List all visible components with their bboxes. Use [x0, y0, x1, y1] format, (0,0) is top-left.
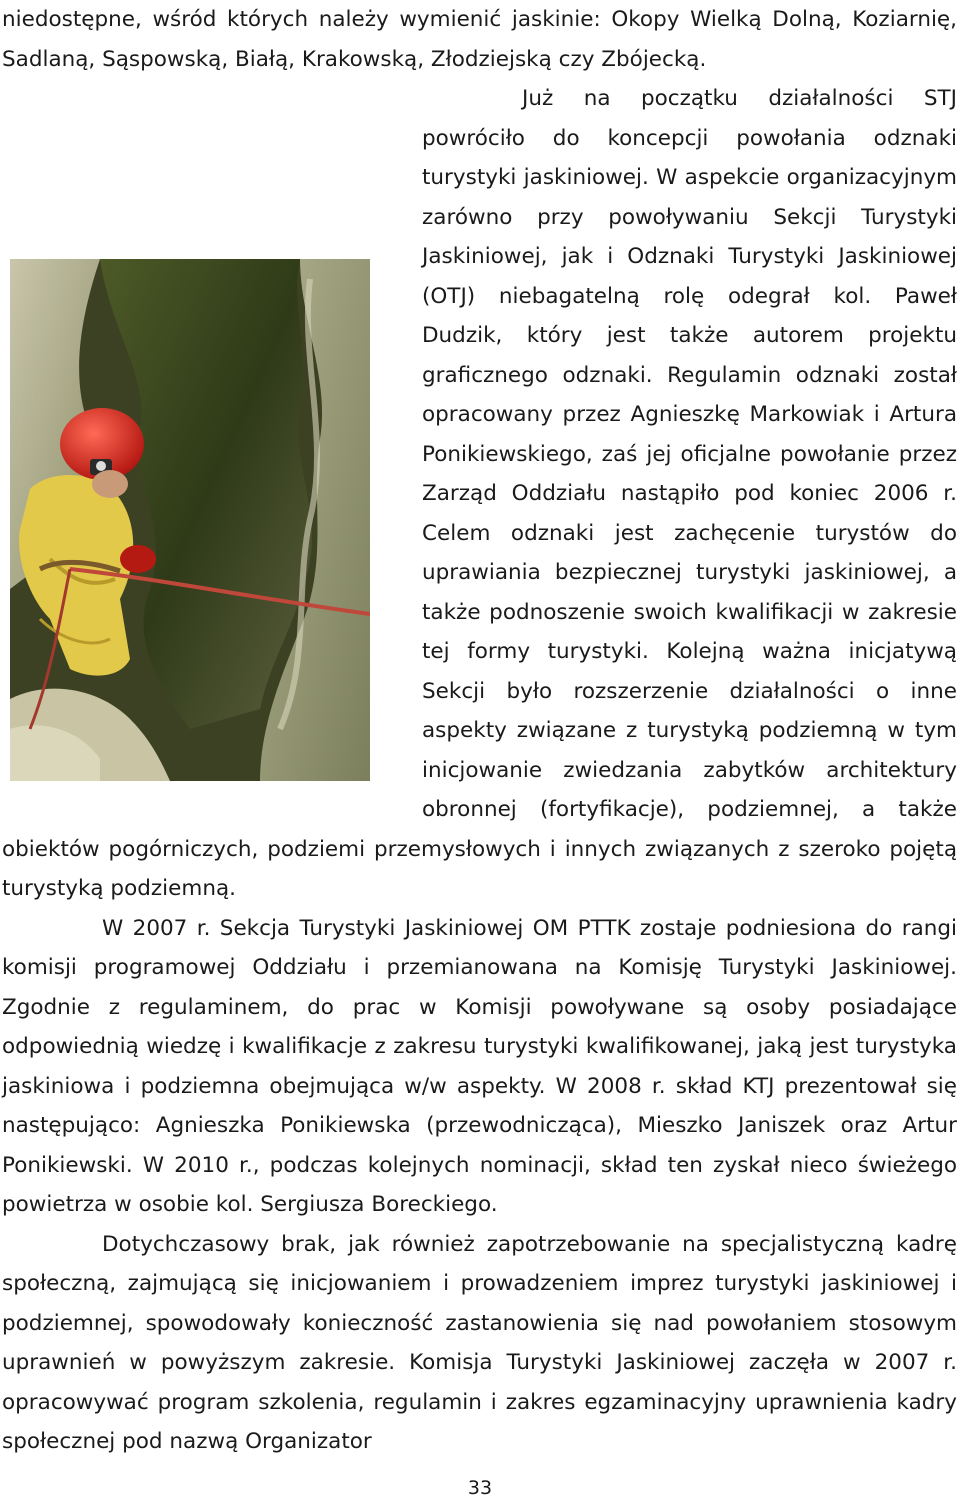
caver-in-cave-illustration — [10, 259, 370, 781]
paragraph-4: Dotychczasowy brak, jak również zapotrzebowanie na specjalistyczną kadrę społeczną, zajmującą się inicjowaniem i prowadzeniem imprez turystyki jaskiniowej i podziemnej, spowodowały konieczność zastanowienia się nad powołaniem stosowym uprawnień w powyższym zakresie. Komisja Turystyki Jaskiniowej zaczęła w 2007 r. opracowywać program szkolenia, regulamin i zakres egzaminacyjny uprawnienia kadry społecznej pod nazwą Organizator — [2, 1231, 957, 1454]
caver-photo — [0, 259, 412, 797]
page-number: 33 — [467, 1477, 493, 1499]
body-text — [2, 0, 957, 1462]
paragraph-3: W 2007 r. Sekcja Turystyki Jaskiniowej OM PTTK zostaje podniesiona do rangi komisji programowej Oddziału i przemianowana na Komisję Turystyki Jaskiniowej. Zgodnie z regulaminem, do prac w Komisji powoływane są osoby posiadające odpowiednią wiedzę i kwalifikacje z zakresu turystyki kwalifikowanej, jaką jest turystyka jaskiniowa i podziemna obejmująca w/w aspekty. W 2008 r. skład KTJ prezentował się następująco: Agnieszka Ponikiewska (przewodnicząca), Mieszko Janiszek oraz Artur Ponikiewski. W 2010 r., podczas kolejnych nominacji, skład ten zyskał nieco świeżego powietrza w osobie kol. Sergiusza Boreckiego. — [2, 915, 957, 1217]
paragraph-1: niedostępne, wśród których należy wymienić jaskinie: Okopy Wielką Dolną, Koziarnię, Sadlaną, Sąspowską, Białą, Krakowską, Złodziejską czy Zbójecką. — [2, 7, 957, 72]
caver-glove — [120, 545, 156, 573]
paragraph-2: Już na początku działalności STJ powróciło do koncepcji powołania odznaki turystyki jaskiniowej. W aspekcie organizacyjnym zarówno przy powoływaniu Sekcji Turystyki Jaskiniowej, jak i Odznaki Turystyki Jaskiniowej (OTJ) niebagatelną rolę odegrał kol. Paweł Dudzik, który jest także autorem projektu graficznego odznaki. Regulamin odznaki został opracowany przez Agnieszkę Markowiak i Artura Ponikiewskiego, zaś jej oficjalne powołanie przez Zarząd Oddziału nastąpiło pod koniec 2006 r. Celem odznaki jest zachęcenie turystów do uprawiania bezpiecznej turystyki jaskiniowej, a także podnoszenie swoich kwalifikacji w zakresie tej formy turystyki. Kolejną ważna inicjatywą Sekcji było rozszerzenie działalności o inne aspekty związane z turystyką podziemną w tym inicjowanie zwiedzania zabytków architektury obronnej (fortyfikacje), podziemnej, a także obiektów pogórniczych, podziemi przemysłowych i innych związanych z szeroko pojętą turystyką podziemną. — [2, 86, 957, 901]
